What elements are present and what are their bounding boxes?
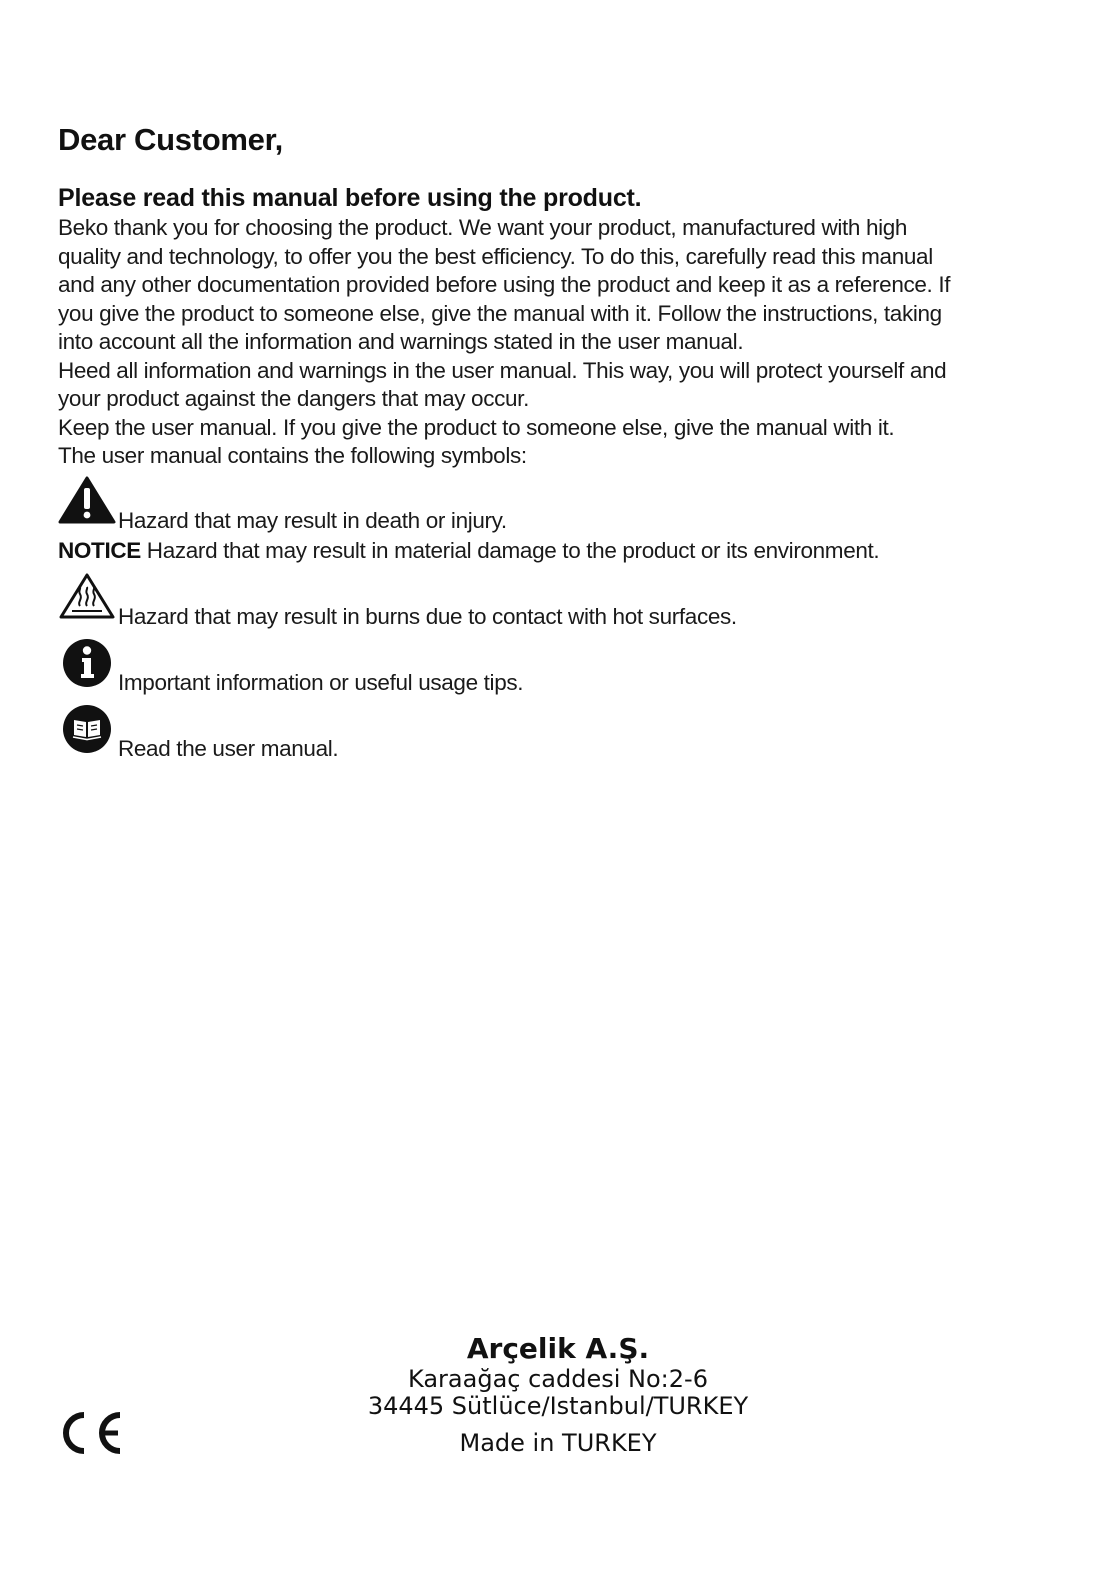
hot-surface-icon <box>58 572 116 620</box>
ce-mark-icon <box>58 1408 124 1458</box>
company-name: Arçelik A.Ş. <box>466 1332 650 1365</box>
intro-line: you give the product to someone else, give the manual with it. Follow the instructions, taking <box>58 300 942 326</box>
intro-paragraph <box>58 214 1048 471</box>
symbol-info-text: Important information or useful usage tips. <box>118 670 524 695</box>
company-address <box>330 1332 786 1457</box>
address-street: Karaağaç caddesi No:2-6 <box>408 1365 708 1393</box>
symbol-info-row <box>58 638 618 702</box>
symbol-manual-text: Read the user manual. <box>118 736 339 761</box>
symbol-warning-row <box>58 476 758 540</box>
notice-label: NOTICE <box>58 538 141 563</box>
intro-line: Heed all information and warnings in the user manual. This way, you will protect yourself and <box>58 357 947 383</box>
intro-line: Beko thank you for choosing the product. We want your product, manufactured with high <box>58 215 908 240</box>
made-in-label: Made in TURKEY <box>459 1429 657 1457</box>
intro-line: and any other documentation provided before using the product and keep it as a reference. If <box>58 272 951 297</box>
intro-line: your product against the dangers that may occur. <box>58 386 529 411</box>
symbol-hot-surface-row <box>58 572 818 636</box>
book-icon <box>62 704 112 754</box>
warning-triangle-icon <box>58 476 116 524</box>
symbol-warning-text: Hazard that may result in death or injury. <box>118 508 507 533</box>
symbol-hot-surface-text: Hazard that may result in burns due to contact with hot surfaces. <box>118 604 737 629</box>
intro-line: Keep the user manual. If you give the product to someone else, give the manual with it. <box>58 414 895 440</box>
symbol-notice-row <box>58 538 879 564</box>
symbol-manual-row <box>58 704 478 768</box>
info-icon <box>62 638 112 688</box>
address-city: 34445 Sütlüce/Istanbul/TURKEY <box>367 1392 749 1420</box>
intro-line: quality and technology, to offer you the best efficiency. To do this, carefully read this manual <box>58 243 933 269</box>
page-subheading: Please read this manual before using the product. <box>58 184 642 212</box>
intro-line: into account all the information and warnings stated in the user manual. <box>58 329 744 354</box>
page-heading: Dear Customer, <box>58 122 283 157</box>
intro-line: The user manual contains the following symbols: <box>58 443 527 468</box>
notice-text: Hazard that may result in material damage to the product or its environment. <box>140 538 880 563</box>
